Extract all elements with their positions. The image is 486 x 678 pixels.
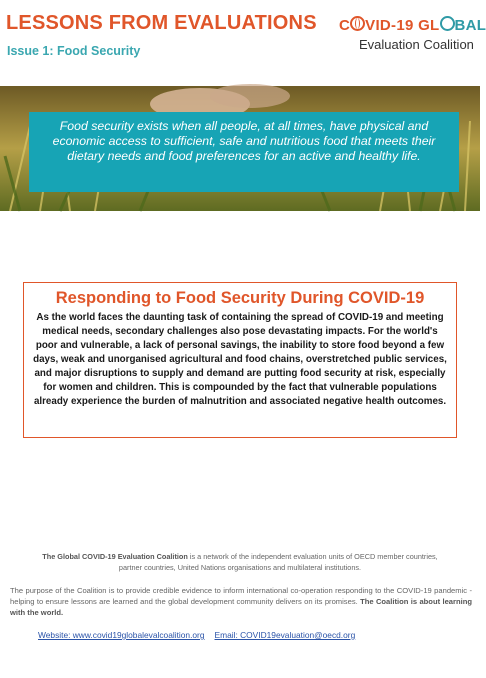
contact-links xyxy=(38,630,458,640)
coalition-motto: The Coalition is about learning with the world. xyxy=(10,597,472,617)
logo-globe-icon xyxy=(350,16,365,31)
section-body: As the world faces the daunting task of containing the spread of COVID-19 and meeting medical needs, secondary challenges also pose devastating impacts. For the world's poor and vulnerable, a lack of personal savings, the inability to store food beyond a few days, weak and unorganised agricultural and food chains, overstretched public services, and major disruptions to supply and demand are putting food security at risk, especially for women and children. This is compounded by the fact that vulnerable populations already experience the burden of malnutrition and associated negative health outcomes. xyxy=(33,312,447,407)
website-link[interactable]: Website: www.covid19globalevalcoalition.org xyxy=(38,630,205,640)
logo-globe-icon-2 xyxy=(440,16,455,31)
logo-subtitle: Evaluation Coalition xyxy=(359,37,474,52)
coalition-description-text: is a network of the independent evaluation units of OECD member countries, partner countries, United Nations organisations and multilateral institutions. xyxy=(118,552,438,572)
coalition-description xyxy=(30,551,450,573)
logo-wordmark: C VID-19 GL BAL xyxy=(339,17,486,34)
page-header xyxy=(0,0,486,86)
email-link[interactable]: Email: COVID19evaluation@oecd.org xyxy=(214,630,356,640)
highlight-section xyxy=(23,282,457,438)
coalition-name: The Global COVID-19 Evaluation Coalition xyxy=(42,552,188,561)
coalition-purpose-text: The purpose of the Coalition is to provide credible evidence to inform international co-operation responding to the COVID-19 pandemic - helping to ensure lessons are learned and the global development community delivers on its promises. xyxy=(10,586,472,606)
page-title: LESSONS FROM EVALUATIONS xyxy=(6,12,317,34)
coalition-logo xyxy=(339,16,486,56)
definition-callout: Food security exists when all people, at all times, have physical and economic access to sufficient, safe and nutritious food that meets their dietary needs and food preferences for an active and healthy life. xyxy=(29,112,459,192)
coalition-purpose xyxy=(10,585,472,618)
issue-subtitle: Issue 1: Food Security xyxy=(7,44,141,58)
section-title: Responding to Food Security During COVID-19 xyxy=(55,289,425,307)
